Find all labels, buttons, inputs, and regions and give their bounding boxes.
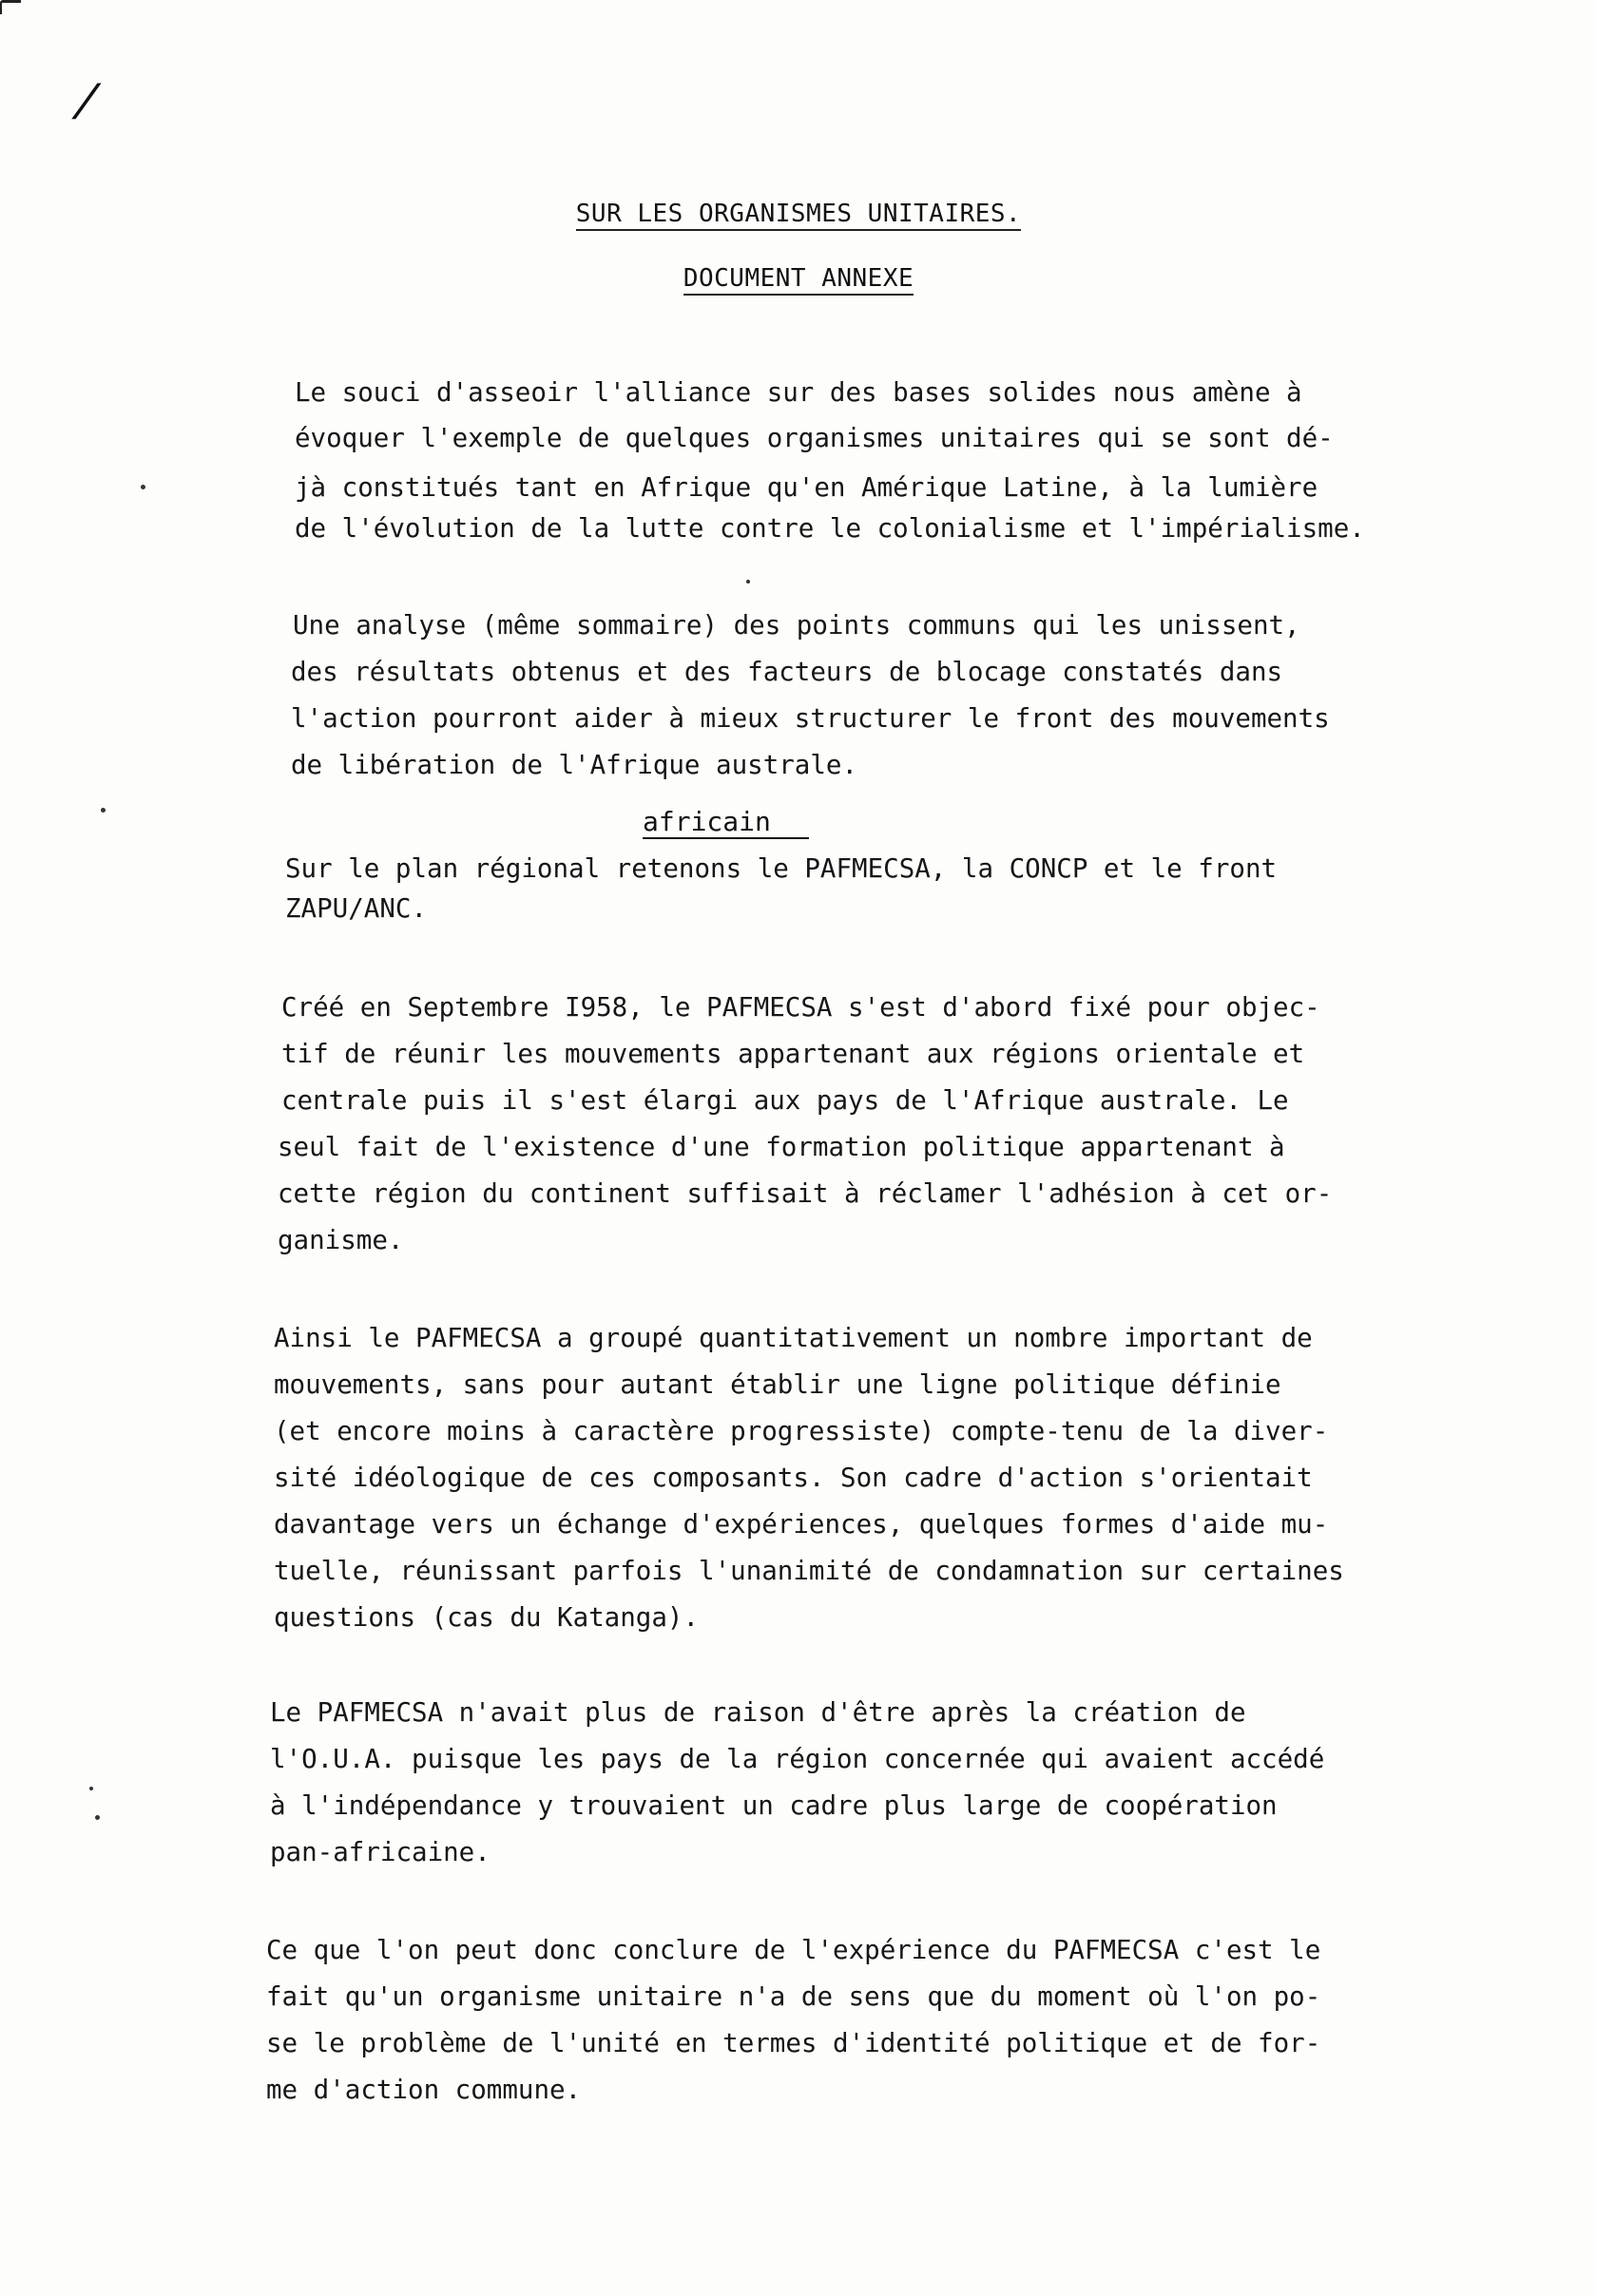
text-line: seul fait de l'existence d'une formation politique appartenant à bbox=[278, 1132, 1285, 1162]
text-line: à l'indépendance y trouvaient un cadre plus large de coopération bbox=[270, 1790, 1278, 1821]
text-line: pan-africaine. bbox=[270, 1837, 491, 1867]
scan-speck bbox=[746, 580, 750, 584]
corner-fold-mark bbox=[0, 0, 21, 14]
text-line: ganisme. bbox=[278, 1225, 404, 1255]
text-line: Sur le plan régional retenons le PAFMECSA, la CONCP et le front bbox=[285, 853, 1278, 884]
text-line: de l'évolution de la lutte contre le colonialisme et l'impérialisme. bbox=[295, 513, 1365, 544]
text-line: évoquer l'exemple de quelques organismes unitaires qui se sont dé- bbox=[295, 423, 1334, 453]
text-line: cette région du continent suffisait à réclamer l'adhésion à cet or- bbox=[278, 1178, 1333, 1209]
text-line: mouvements, sans pour autant établir une ligne politique définie bbox=[274, 1369, 1281, 1400]
scan-speck bbox=[89, 1787, 93, 1790]
text-line: Créé en Septembre I958, le PAFMECSA s'est d'abord fixé pour objec- bbox=[281, 992, 1320, 1023]
text-line: Le souci d'asseoir l'alliance sur des bases solides nous amène à bbox=[295, 377, 1302, 408]
scan-speck bbox=[101, 808, 106, 813]
text-line: questions (cas du Katanga). bbox=[274, 1602, 700, 1633]
text-line: ZAPU/ANC. bbox=[285, 893, 428, 924]
text-line: davantage vers un échange d'expériences, quelques formes d'aide mu- bbox=[274, 1509, 1329, 1540]
text-line: fait qu'un organisme unitaire n'a de sens que du moment où l'on po- bbox=[266, 1981, 1321, 2012]
text-line: centrale puis il s'est élargi aux pays de l'Afrique australe. Le bbox=[281, 1085, 1289, 1116]
text-line: (et encore moins à caractère progressiste) compte-tenu de la diver- bbox=[274, 1416, 1329, 1446]
text-line: Le PAFMECSA n'avait plus de raison d'être après la création de bbox=[270, 1697, 1246, 1728]
scan-speck bbox=[141, 485, 145, 489]
text-line: des résultats obtenus et des facteurs de blocage constatés dans bbox=[291, 657, 1283, 687]
document-title: SUR LES ORGANISMES UNITAIRES. bbox=[0, 200, 1597, 228]
page-number-mark: / bbox=[67, 74, 107, 125]
text-line: l'action pourront aider à mieux structurer le front des mouvements bbox=[291, 703, 1330, 734]
text-line: se le problème de l'unité en termes d'identité politique et de for- bbox=[266, 2028, 1321, 2058]
scan-speck bbox=[95, 1815, 100, 1820]
text-line: l'O.U.A. puisque les pays de la région concernée qui avaient accédé bbox=[270, 1744, 1325, 1774]
handwritten-insertion: africain bbox=[643, 806, 809, 839]
document-subtitle: DOCUMENT ANNEXE bbox=[0, 264, 1597, 293]
text-line: de libération de l'Afrique australe. bbox=[291, 750, 858, 780]
text-line: jà constitués tant en Afrique qu'en Amérique Latine, à la lumière bbox=[295, 472, 1318, 503]
text-line: me d'action commune. bbox=[266, 2075, 582, 2105]
text-line: Ainsi le PAFMECSA a groupé quantitativement un nombre important de bbox=[274, 1323, 1313, 1353]
text-line: tuelle, réunissant parfois l'unanimité de condamnation sur certaines bbox=[274, 1556, 1344, 1586]
text-line: sité idéologique de ces composants. Son cadre d'action s'orientait bbox=[274, 1463, 1313, 1493]
text-line: Une analyse (même sommaire) des points communs qui les unissent, bbox=[293, 610, 1300, 641]
text-line: tif de réunir les mouvements appartenant aux régions orientale et bbox=[281, 1039, 1305, 1069]
text-line: Ce que l'on peut donc conclure de l'expérience du PAFMECSA c'est le bbox=[266, 1935, 1321, 1965]
